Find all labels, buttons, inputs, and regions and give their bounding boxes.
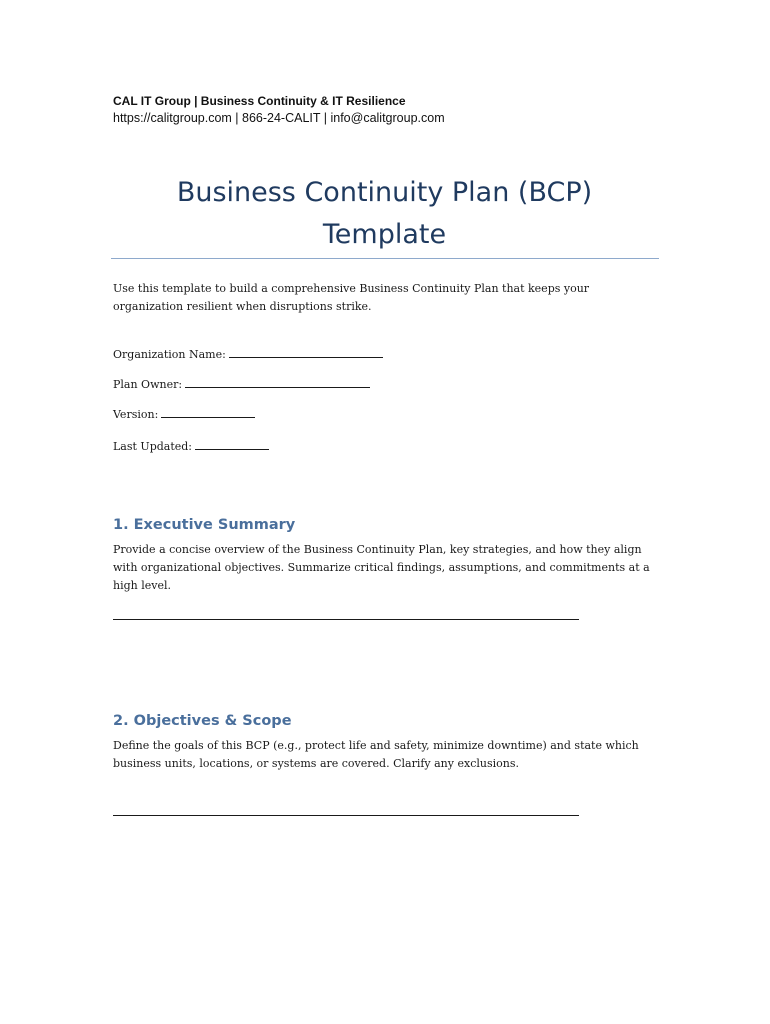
version-blank[interactable] xyxy=(161,406,255,418)
title-divider xyxy=(111,258,659,259)
plan-owner-blank[interactable] xyxy=(185,376,370,388)
last-updated-blank[interactable] xyxy=(195,438,269,450)
organization-name-field[interactable] xyxy=(113,346,383,363)
organization-name-blank[interactable] xyxy=(229,346,383,358)
field-label: Organization Name: xyxy=(113,348,226,361)
section-description-executive-summary: Provide a concise overview of the Business Continuity Plan, key strategies, and how they align with organizational objectives. Summarize critical findings, assumptions, and commitments at a high level. xyxy=(113,543,650,592)
section-heading-objectives-scope: 2. Objectives & Scope xyxy=(113,713,292,729)
org-contact-line: https://calitgroup.com | 866-24-CALIT | info@calitgroup.com xyxy=(113,111,445,125)
executive-summary-answer-line[interactable] xyxy=(113,619,579,620)
document-title-line-2: Template xyxy=(322,219,447,250)
plan-owner-field[interactable] xyxy=(113,376,370,393)
org-name-line: CAL IT Group | Business Continuity & IT Resilience xyxy=(113,94,406,108)
intro-paragraph: Use this template to build a comprehensive Business Continuity Plan that keeps your organization resilient when disruptions strike. xyxy=(113,282,590,313)
objectives-scope-answer-line[interactable] xyxy=(113,815,579,816)
field-label: Last Updated: xyxy=(113,440,193,453)
field-label: Version: xyxy=(113,408,159,421)
version-field[interactable] xyxy=(113,406,255,423)
section-description-objectives-scope: Define the goals of this BCP (e.g., protect life and safety, minimize downtime) and state which business units, locations, or systems are covered. Clarify any exclusions. xyxy=(113,739,639,770)
field-label: Plan Owner: xyxy=(113,378,183,391)
last-updated-field[interactable] xyxy=(113,438,269,455)
document-title-line-1: Business Continuity Plan (BCP) xyxy=(176,177,593,208)
document-title xyxy=(110,172,659,256)
section-heading-executive-summary: 1. Executive Summary xyxy=(113,517,296,533)
